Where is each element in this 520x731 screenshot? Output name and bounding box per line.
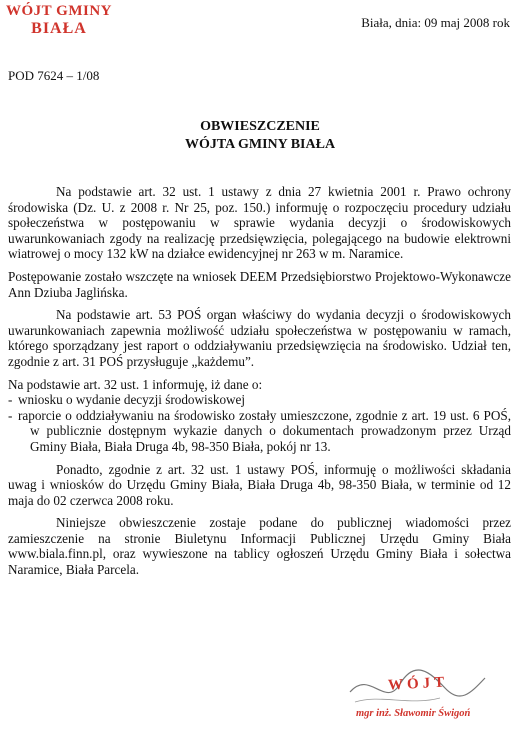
list-marker: - [8, 407, 13, 423]
document-title [0, 118, 520, 154]
document-body [8, 184, 511, 585]
office-stamp [6, 3, 112, 37]
list-item [8, 408, 511, 455]
paragraph-participation: Na podstawie art. 53 POŚ organ właściwy do wydania decyzji o środowiskowych uwarunkowaniach zapewnia możliwość udziału społeczeństwa w postępowaniu w ramach, którego sporządzany jest raport o oddziaływaniu przedsięwzięcia na środowisko. Udział ten, zgodnie z art. 31 POŚ przysługuje „każdemu”. [8, 307, 511, 369]
paragraph-comments: Ponadto, zgodnie z art. 32 ust. 1 ustawy POŚ, informuję o możliwości składania uwag i wniosków do Urzędu Gminy Biała, Biała Druga 4b, 98-350 Biała, w terminie od 12 maja do 02 czerwca 2008 roku. [8, 461, 511, 508]
list-marker: - [8, 392, 13, 408]
office-stamp-line1: WÓJT GMINY [6, 3, 112, 19]
list-item-text: wniosku o wydanie decyzji środowiskowej [18, 392, 246, 408]
list-item-text: raporcie o oddziaływaniu na środowisko zostały umieszczone, zgodnie z art. 19 ust. 6 POŚ, w publicznie dostępnym wykazie danych o dokumentach prowadzonym przez Urząd Gminy Biała, Biała Druga 4b, 98-350 Biała, pokój nr 13. [18, 407, 511, 454]
paragraph-publication: Niniejsze obwieszczenie zostaje podane do publicznej wiadomości przez zamieszczenie na stronie Biuletynu Informacji Publicznej Urzędu Gminy Biała www.biala.finn.pl, oraz wywieszone na tablicy ogłoszeń Urzędu Gminy Biała i sołectwa Naramice, Biała Parcela. [8, 515, 511, 578]
paragraph-legal-basis: Na podstawie art. 32 ust. 1 ustawy z dnia 27 kwietnia 2001 r. Prawo ochrony środowiska (Dz. U. z 2008 r. Nr 25, poz. 150.) informuję o rozpoczęciu procedury udziału społeczeństwa w postępowaniu w sprawie wydania decyzji o środowiskowych uwarunkowaniach zgody na realizację przedsięwzięcia, polegającego na budowie elektrowni wiatrowej o mocy 132 kW na działce ewidencyjnej nr 263 w m. Naramice. [8, 184, 511, 262]
office-stamp-line2: BIAŁA [31, 20, 87, 37]
place-date: Biała, dnia: 09 maj 2008 rok [361, 15, 510, 30]
paragraph-data-intro: Na podstawie art. 32 ust. 1 informuję, iż dane o: [8, 376, 263, 392]
title-line2: WÓJTA GMINY BIAŁA [184, 137, 336, 152]
paragraph-applicant: Postępowanie zostało wszczęte na wniosek DEEM Przedsiębiorstwo Projektowo-Wykonawcze Ann Dziuba Jaglińska. [8, 268, 511, 300]
signature-stamp: WÓJT [387, 674, 449, 694]
title-line1: OBWIESZCZENIE [200, 119, 320, 134]
signature-name: mgr inż. Sławomir Świgoń [356, 708, 471, 719]
data-list [8, 392, 511, 454]
list-item [8, 392, 511, 408]
reference-number: POD 7624 – 1/08 [8, 68, 100, 83]
